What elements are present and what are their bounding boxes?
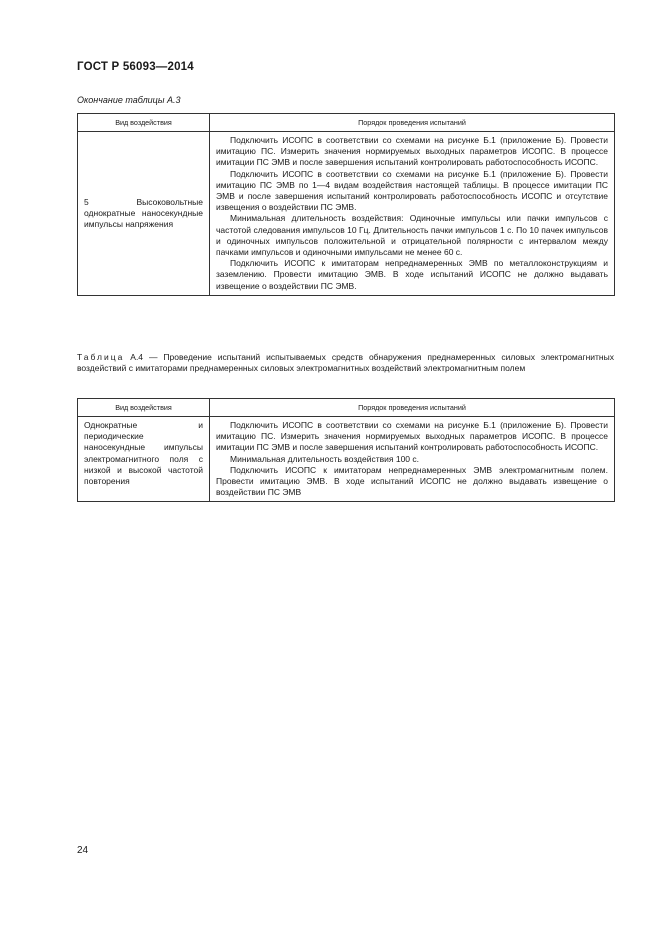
column-header-procedure: Порядок проведения испытаний (210, 399, 615, 417)
table-header-row (78, 114, 615, 132)
table-row (78, 417, 615, 502)
procedure-paragraph: Подключить ИСОПС в соответствии со схемами на рисунке Б.1 (приложение Б). Провести имитацию ПС ЭМВ по 1—4 видам воздействия настоящей таблицы. В процессе имитации ПС ЭМВ и после завершения испытаний контролировать работоспособность ИСОПС и отсутствие извещения о воздействии ПС ЭМВ. (216, 168, 608, 213)
standard-title: ГОСТ Р 56093—2014 (77, 61, 194, 73)
procedure-cell (210, 132, 615, 296)
table-a4-caption (77, 352, 614, 374)
procedure-cell (210, 417, 615, 502)
table-a3 (77, 113, 615, 296)
procedure-paragraph: Подключить ИСОПС к имитаторам непреднамеренных ЭМВ электромагнитным полем. Провести имитацию ЭМВ. В ходе испытаний ИСОПС не должно выдавать извещение о воздействии ПС ЭМВ (216, 464, 608, 498)
table-a3-caption: Окончание таблицы А.3 (77, 95, 181, 105)
table-a4-title: А.4 — Проведение испытаний испытываемых средств обнаружения преднамеренных силовых электромагнитных воздействий с имитаторами преднамеренных силовых электромагнитных воздействий электромагнитным полем (77, 352, 614, 374)
impact-kind-cell: Однократные и периодические наносекундные импульсы электромагнитного поля с низкой и высокой частотой повторения (78, 417, 210, 502)
procedure-paragraph: Минимальная длительность воздействия: Одиночные импульсы или пачки импульсов с частотой следования импульсов 10 Гц. Длительность пачки импульсов 1 с. По 10 пачек импульсов и одиночных импульсов положительной и отрицательной полярности с интервалом между пачками импульсов и одиночными импульсами не менее 60 с. (216, 213, 608, 258)
column-header-kind: Вид воздействия (78, 399, 210, 417)
column-header-procedure: Порядок проведения испытаний (210, 114, 615, 132)
table-header-row (78, 399, 615, 417)
table-label: Таблица (77, 352, 125, 362)
page-number: 24 (77, 845, 89, 856)
procedure-paragraph: Подключить ИСОПС к имитаторам непреднамеренных ЭМВ по металлоконструкциям и заземлению. Провести имитацию ЭМВ. В ходе испытаний ИСОПС не должно выдавать извещение о воздействии ПС ЭМВ. (216, 258, 608, 291)
table-row (78, 132, 615, 296)
column-header-kind: Вид воздействия (78, 114, 210, 132)
procedure-paragraph: Подключить ИСОПС в соответствии со схемами на рисунке Б.1 (приложение Б). Провести имитацию ПС. Измерить значения нормируемых выходных параметров ИСОПС. В процессе имитации ПС ЭМВ и после завершения испытаний контролировать работоспособность ИСОПС. (216, 420, 608, 453)
procedure-paragraph: Минимальная длительность воздействия 100 с. (230, 453, 419, 464)
table-a4 (77, 398, 615, 502)
procedure-paragraph: Подключить ИСОПС в соответствии со схемами на рисунке Б.1 (приложение Б). Провести имитацию ПС. Измерить значения нормируемых выходных параметров ИСОПС. В процессе имитации ПС ЭМВ и после завершения испытаний контролировать работоспособность ИСОПС. (216, 135, 608, 168)
impact-kind-cell: 5 Высоковольтные однократные наносекундные импульсы напряжения (78, 132, 210, 296)
